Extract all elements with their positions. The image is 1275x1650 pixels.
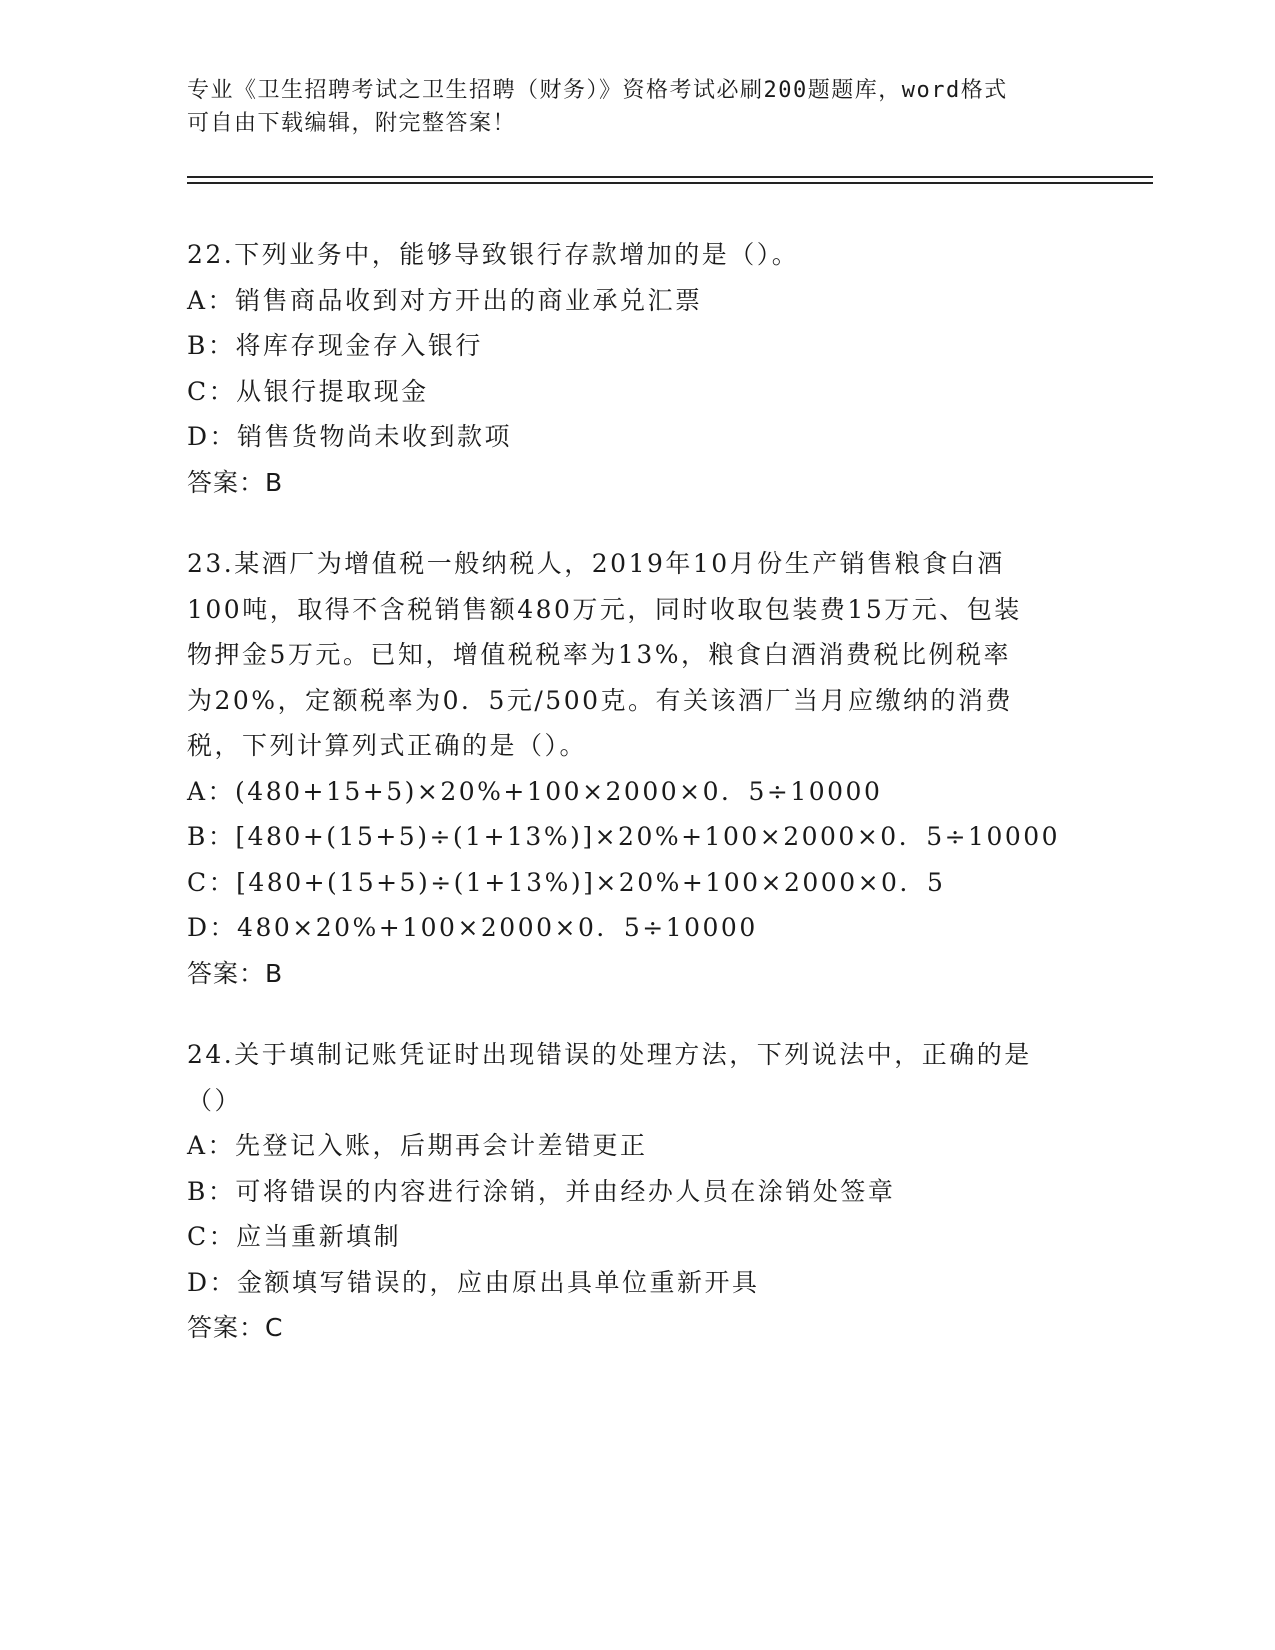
question-stem: 物押金5万元。已知，增值税税率为13%，粮食白酒消费税比例税率	[187, 640, 1011, 669]
option-c: C：从银行提取现金	[187, 376, 429, 406]
question-list	[187, 232, 1087, 1387]
question-stem: 22.下列业务中，能够导致银行存款增加的是（）。	[187, 240, 800, 269]
header-divider-bottom	[187, 182, 1153, 184]
option-a: A：先登记入账，后期再会计差错更正	[187, 1131, 648, 1160]
question-23	[187, 541, 1087, 996]
header-line-2: 可自由下载编辑，附完整答案！	[187, 111, 517, 136]
answer-label: 答案：C	[187, 1313, 284, 1342]
option-b: B：可将错误的内容进行涂销，并由经办人员在涂销处签章	[187, 1176, 896, 1206]
option-b: B：[480+(15+5)÷(1+13%)]×20%+100×2000×0．5÷10000	[187, 822, 1061, 851]
document-header	[187, 74, 1067, 140]
option-a: A：(480+15+5)×20%+100×2000×0．5÷10000	[187, 776, 883, 806]
question-24	[187, 1032, 1087, 1351]
option-b: B：将库存现金存入银行	[187, 331, 483, 360]
option-d: D：480×20%+100×2000×0．5÷10000	[187, 913, 758, 942]
answer-label: 答案：B	[187, 467, 284, 497]
question-22	[187, 232, 1087, 505]
answer-label: 答案：B	[187, 958, 284, 988]
question-stem: 税，下列计算列式正确的是（）。	[187, 731, 588, 760]
option-a: A：销售商品收到对方开出的商业承兑汇票	[187, 285, 703, 315]
option-c: C：应当重新填制	[187, 1222, 402, 1251]
option-d: D：金额填写错误的，应由原出具单位重新开具	[187, 1267, 760, 1297]
option-c: C：[480+(15+5)÷(1+13%)]×20%+100×2000×0．5	[187, 867, 946, 897]
option-d: D：销售货物尚未收到款项	[187, 422, 513, 451]
question-stem: （）	[187, 1085, 243, 1115]
question-stem: 为20%，定额税率为0．5元/500克。有关该酒厂当月应缴纳的消费	[187, 685, 1014, 715]
question-stem: 23.某酒厂为增值税一般纳税人，2019年10月份生产销售粮食白酒	[187, 549, 1005, 578]
header-divider-top	[187, 176, 1153, 178]
header-line-1: 专业《卫生招聘考试之卫生招聘（财务）》资格考试必刷200题题库，word格式	[187, 78, 1008, 103]
question-stem: 100吨，取得不含税销售额480万元，同时收取包装费15万元、包装	[187, 594, 1022, 624]
question-stem: 24.关于填制记账凭证时出现错误的处理方法，下列说法中，正确的是	[187, 1040, 1032, 1069]
